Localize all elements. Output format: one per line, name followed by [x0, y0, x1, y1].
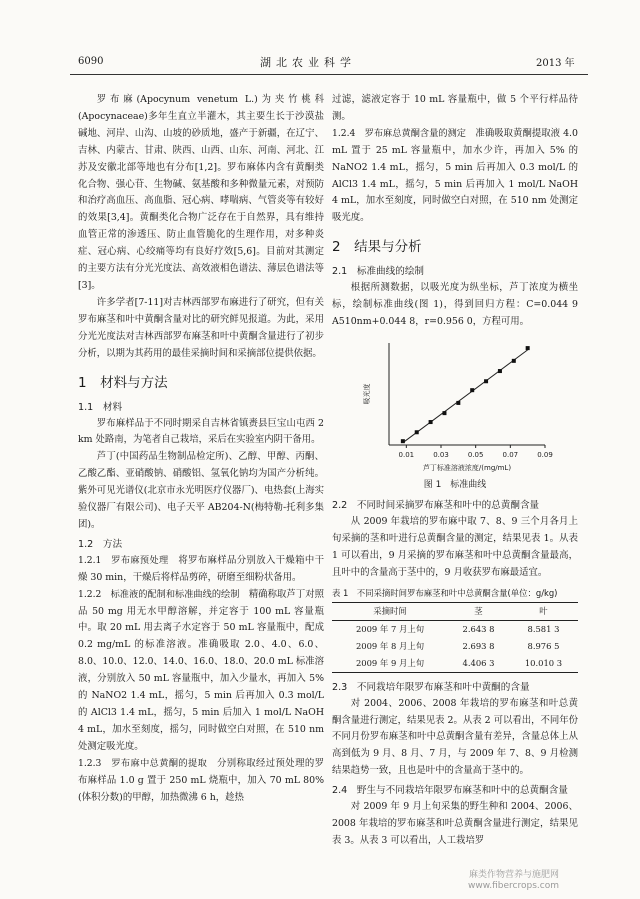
results-2-1-text: 根据所测数据，以吸光度为纵坐标，芦丁浓度为横坐标，绘制标准曲线(图 1)，得到回归方程：C=0.044 9 A510nm+0.044 8，r=0.956 0，方程可用。	[332, 282, 578, 328]
fit-line	[403, 350, 528, 443]
section-2-3-heading: 2.3 不同栽培年限罗布麻茎和叶中黄酮的含量	[332, 681, 530, 693]
journal-title: 湖北农业科学	[260, 56, 356, 69]
page-number: 6090	[78, 56, 104, 67]
results-2-3-text: 对 2004、2006、2008 年栽培的罗布麻茎和叶总黄酮含量进行测定，结果见表 2。从表 2 可以看出，不同年份不同月份罗布麻茎和叶中总黄酮含量有差异，含量总体上从高到低为 9 月、8 月、7 月，与 2009 年 7、8、9 月检测结果趋势一致，且也是叶中的含量高于茎中的。	[332, 697, 578, 777]
method-1-2-4-title: 1.2.4 罗布麻总黄酮含量的测定	[332, 127, 467, 139]
table-cell: 10.010 3	[524, 657, 563, 668]
data-point	[498, 369, 502, 373]
table-cell: 2.693 8	[462, 640, 495, 651]
data-point	[456, 401, 460, 405]
materials-paragraph-1: 罗布麻样品于不同时期采自吉林省镇赉县巨宝山屯西 2 km 处路南，为笔者自己栽培，采后在实验室内阴干备用。	[78, 417, 324, 446]
method-1-2-4-text: 准确吸取黄酮提取液 4.0 mL 置于 25 mL 容量瓶中，加水少许，再加入 5% 的 NaNO2 1.4 mL，摇匀，5 min 后再加入 0.3 mol/L 的 AlCl3 1.4 mL，摇匀，5 min 后再加入 1 mol/L NaOH 4 mL，加水至刻度，同时做空白对照，在 510 nm 处测定吸光度。	[332, 127, 578, 224]
figure-1	[332, 335, 578, 475]
table-header-cell: 采摘时间	[373, 605, 407, 616]
intro-paragraph-2: 许多学者[7-11]对吉林西部罗布麻进行了研究，但有关罗布麻茎和叶中黄酮含量对比的研究鲜见报道。为此，采用分光光度法对吉林西部罗布麻茎和叶中黄酮含量进行了初步分析，以期为其药用的最佳采摘时间和采摘部位提供依据。	[78, 296, 324, 359]
data-point	[470, 388, 474, 392]
method-1-2-1-text: 将罗布麻样品分别放入干燥箱中干燥 30 min，干燥后将样品剪碎，研磨至细粉状备用。	[78, 554, 324, 583]
figure-caption: 图 1 标准曲线	[423, 479, 487, 490]
data-point	[442, 411, 446, 415]
results-2-2-text: 从 2009 年栽培的罗布麻中取 7、8、9 三个月各月上旬采摘的茎和叶进行总黄酮含量的测定，结果见表 1。从表 1 可以看出，9 月采摘的罗布麻茎和叶中总黄酮含量最高，且叶中的含量高于茎中的，9 月收获罗布麻最适宜。	[332, 515, 578, 578]
method-1-2-2-text: 精确称取芦丁对照品 50 mg 用无水甲醇溶解，并定容于 100 mL 容量瓶中。取 20 mL 用去离子水定容于 50 mL 容量瓶中，配成 0.2 mg/mL 的标准溶液。准确吸取 2.0、4.0、6.0、8.0、10.0、12.0、14.0、16.0、18.0、20.0 mL 标准溶液，分别放入 50 mL 容量瓶中，加入少量水，再加入 5% 的 NaNO2 1.4 mL，摇匀，5 min 后再加入 0.3 mol/L 的 AlCl3 1.4 mL，摇匀，5 min 后加入 1 mol/L NaOH 4 mL，加水至刻度，摇匀，同时做空白对照，在 510 nm 处测定吸光度。	[78, 588, 324, 752]
materials-paragraph-2: 芦丁(中国药品生物制品检定所)、乙醇、甲醇、丙酮、乙酸乙酯、亚硝酸钠、硝酸铝、氢氧化钠均为国产分析纯。紫外可见光谱仪(北京市永光明医疗仪器厂)、电热套(上海实验仪器厂有限公司)、电子天平 AB204-N(梅特勒-托利多集团)。	[78, 451, 324, 530]
section-2-1-heading: 2.1 标准曲线的绘制	[332, 266, 425, 278]
section-1-2-heading: 1.2 方法	[78, 538, 123, 550]
x-tick-label: 0.01	[398, 450, 415, 459]
table-header-cell: 叶	[539, 605, 548, 616]
table-1	[332, 602, 578, 673]
section-2-heading: 2 结果与分析	[332, 239, 422, 256]
section-2-2-heading: 2.2 不同时间采摘罗布麻茎和叶中的总黄酮含量	[332, 499, 540, 511]
section-1-title: 1 材料与方法	[78, 374, 168, 391]
table-cell: 4.406 3	[462, 657, 495, 668]
x-tick-label: 0.05	[467, 450, 484, 459]
y-axis-label: 吸光度	[363, 383, 371, 405]
table-header-row	[332, 602, 578, 620]
data-point	[429, 420, 433, 424]
section-1-heading	[78, 373, 324, 393]
method-1-2-3-title: 1.2.3 罗布麻中总黄酮的提取	[78, 757, 208, 769]
data-point	[415, 430, 419, 434]
results-2-4-text: 对 2009 年 9 月上旬采集的野生种和 2004、2006、2008 年栽培的罗布麻茎和叶总黄酮含量进行测定，结果见表 3。从表 3 可以看出，人工栽培罗	[332, 801, 578, 846]
method-1-2-1-title: 1.2.1 罗布麻预处理	[78, 554, 169, 566]
method-1-2-1	[78, 553, 324, 587]
method-1-2-3-text: 分别称取经过预处理的罗布麻样品 1.0 g 置于 250 mL 烧瓶中，加入 70 mL 80%(体积分数)的甲醇，加热微沸 6 h，趁热	[78, 757, 324, 803]
method-1-2-2	[78, 587, 324, 756]
watermark-name: 麻类作物营养与施肥网	[468, 870, 559, 880]
right-column	[332, 92, 578, 850]
data-point	[484, 379, 488, 383]
method-1-2-3	[78, 756, 324, 807]
watermark	[468, 870, 559, 892]
method-1-2-2-title: 1.2.2 标准液的配制和标准曲线的绘制	[78, 588, 240, 600]
section-1-1-heading: 1.1 材料	[78, 401, 123, 413]
table-cell: 2009 年 8 月上旬	[355, 640, 425, 651]
table-1-caption: 表 1 不同采摘时间罗布麻茎和叶中总黄酮含量(单位：g/kg)	[332, 587, 558, 598]
table-row	[332, 620, 578, 638]
table-cell: 2009 年 9 月上旬	[355, 657, 425, 668]
data-point	[512, 359, 516, 363]
watermark-url: www.fibercrops.com	[468, 881, 559, 891]
table-header-cell: 茎	[474, 605, 483, 616]
table-cell: 8.581 3	[527, 623, 560, 634]
left-column	[78, 92, 324, 806]
data-point	[401, 439, 405, 443]
table-cell: 2.643 8	[462, 623, 495, 634]
x-tick-label: 0.03	[433, 450, 449, 459]
x-tick-label: 0.07	[502, 450, 519, 459]
intro-paragraph-1: 罗布麻(Apocynum venetum L.)为夹竹桃科(Apocynaceae)多年生直立半灌木，其主要生长于沙漠盐碱地、河岸、山沟、山坡的砂质地，盛产于新疆，在辽宁、吉林、内蒙古、甘肃、陕西、山西、山东、河南、河北、江苏及安徽北部等地也有分布[1,2]。罗布麻体内含有黄酮类化合物、强心苷、生物碱、氨基酸和多种微量元素，对预防和治疗高血压、高血脂、冠心病、哮喘病、气管炎等有较好的效果[3,4]。黄酮类化合物广泛存在于自然界，具有维持血管正常的渗透压、防止血管脆化的生理作用，对多种炎症、冠心病、心绞痛等均有良好疗效[5,6]。目前对其测定的主要方法有分光光度法、高效液相色谱法、薄层色谱法等[3]。	[78, 94, 324, 291]
header-rule	[70, 74, 588, 75]
section-2-4-heading: 2.4 野生与不同栽培年限罗布麻茎和叶中的总黄酮含量	[332, 785, 568, 797]
method-1-2-3-continued: 过滤，滤液定容于 10 mL 容量瓶中，做 5 个平行样品待测。	[332, 94, 578, 122]
method-1-2-4	[332, 126, 578, 227]
table-cell: 2009 年 7 月上旬	[355, 623, 425, 634]
data-point	[526, 346, 530, 350]
table-cell: 8.976 5	[527, 640, 560, 651]
journal-year: 2013 年	[536, 58, 575, 69]
x-axis-label: 芦丁标准溶液浓度/(mg/mL)	[422, 463, 512, 472]
x-tick-label: 0.09	[537, 450, 553, 459]
standard-curve-chart	[355, 335, 555, 475]
table-row	[332, 655, 578, 673]
table-row	[332, 638, 578, 655]
